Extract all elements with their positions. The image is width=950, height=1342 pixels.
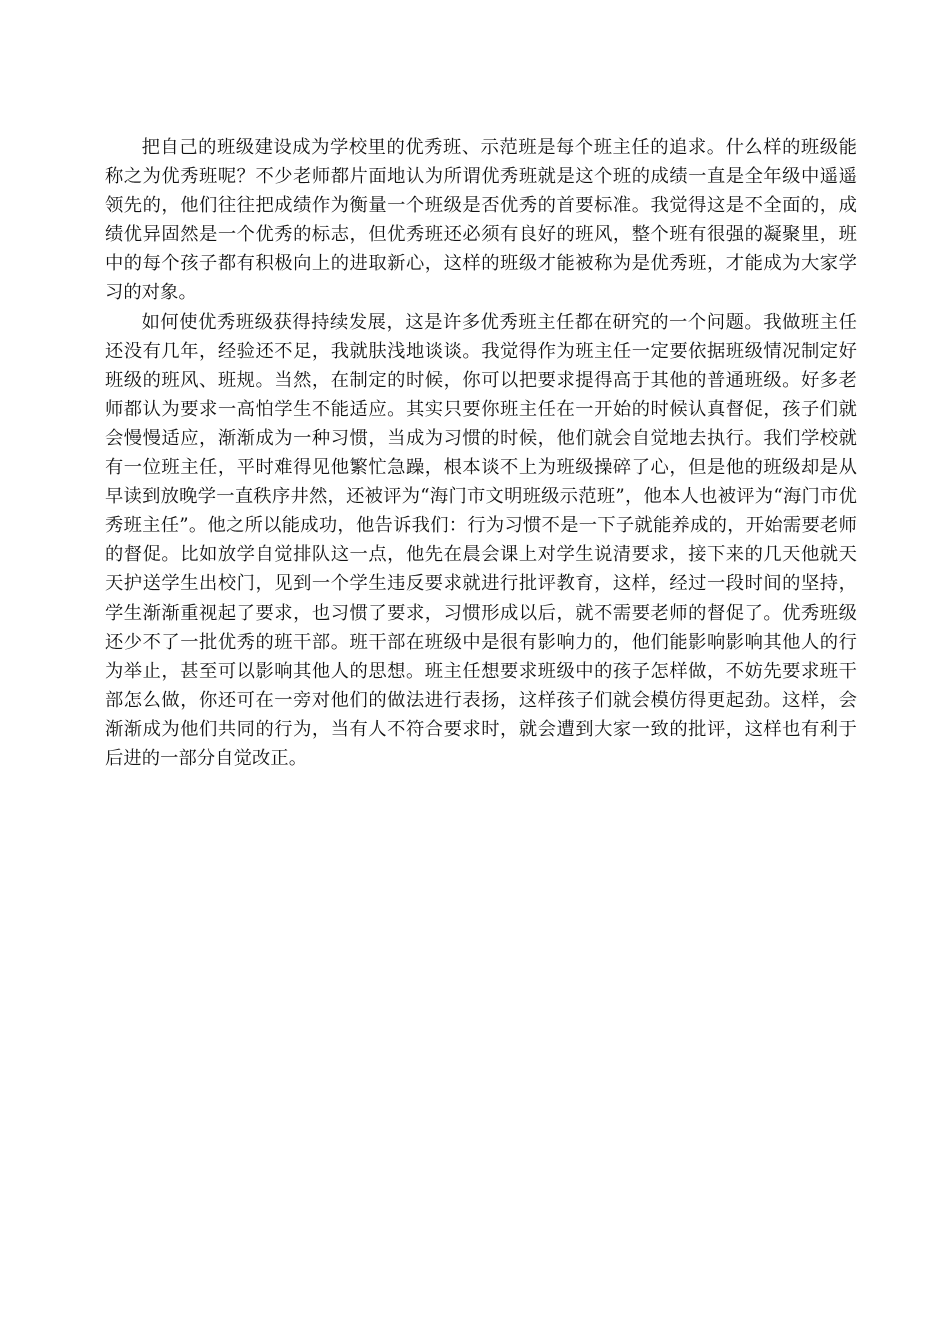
document-body (105, 133, 857, 773)
paragraph-2: 如何使优秀班级获得持续发展，这是许多优秀班主任都在研究的一个问题。我做班主任还没有几年，经验还不足，我就肤浅地谈谈。我觉得作为班主任一定要依据班级情况制定好班级的班风、班规。当然，在制定的时候，你可以把要求提得高于其他的普通班级。好多老师都认为要求一高怕学生不能适应。其实只要你班主任在一开始的时候认真督促，孩子们就会慢慢适应，渐渐成为一种习惯，当成为习惯的时候，他们就会自觉地去执行。我们学校就有一位班主任，平时难得见他繁忙急躁，根本谈不上为班级操碎了心，但是他的班级却是从早读到放晚学一直秩序井然，还被评为“海门市文明班级示范班”，他本人也被评为“海门市优秀班主任”。他之所以能成功，他告诉我们：行为习惯不是一下子就能养成的，开始需要老师的督促。比如放学自觉排队这一点，他先在晨会课上对学生说清要求，接下来的几天他就天天护送学生出校门，见到一个学生违反要求就进行批评教育，这样，经过一段时间的坚持，学生渐渐重视起了要求，也习惯了要求，习惯形成以后，就不需要老师的督促了。优秀班级还少不了一批优秀的班干部。班干部在班级中是很有影响力的，他们能影响影响其他人的行为举止，甚至可以影响其他人的思想。班主任想要求班级中的孩子怎样做，不妨先要求班干部怎么做，你还可在一旁对他们的做法进行表扬，这样孩子们就会模仿得更起劲。这样，会渐渐成为他们共同的行为，当有人不符合要求时，就会遭到大家一致的批评，这样也有利于后进的一部分自觉改正。 (105, 311, 857, 769)
paragraph-1: 把自己的班级建设成为学校里的优秀班、示范班是每个班主任的追求。什么样的班级能称之为优秀班呢？不少老师都片面地认为所谓优秀班就是这个班的成绩一直是全年级中遥遥领先的，他们往往把成绩作为衡量一个班级是否优秀的首要标准。我觉得这是不全面的，成绩优异固然是一个优秀的标志，但优秀班还必须有良好的班风，整个班有很强的凝聚里，班中的每个孩子都有积极向上的进取新心，这样的班级才能被称为是优秀班，才能成为大家学习的对象。 (105, 137, 857, 304)
